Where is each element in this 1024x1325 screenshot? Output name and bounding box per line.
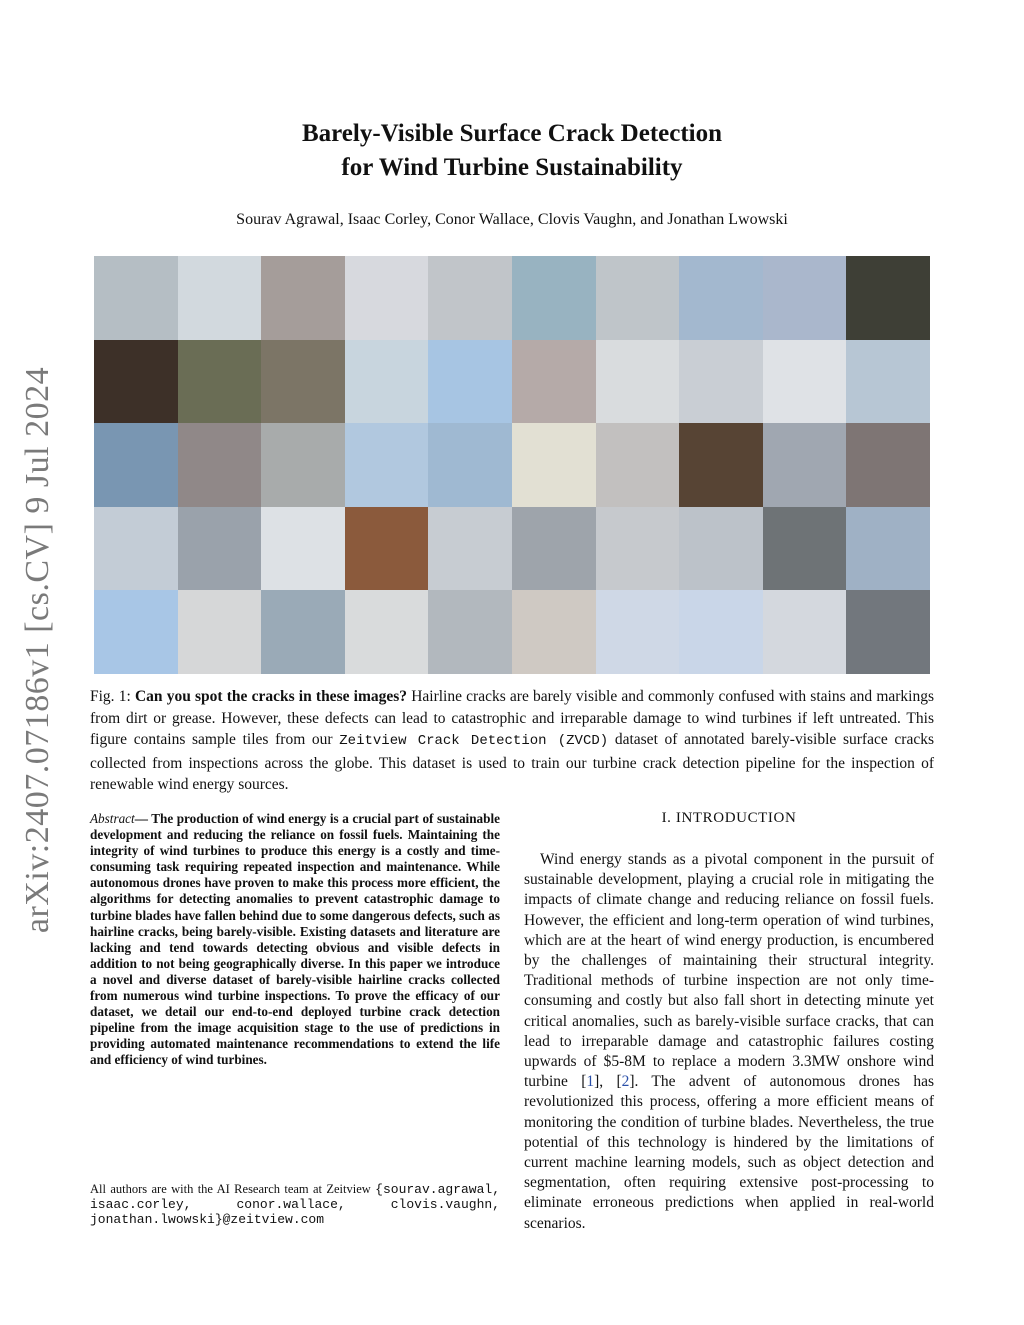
abstract-label: Abstract: [90, 811, 135, 826]
image-tile: [679, 423, 763, 507]
author-emails: {sourav.agrawal, isaac.corley, conor.wallace, clovis.vaughn, jonathan.lwowski}@zeitview.com: [90, 1182, 500, 1227]
image-tile: [846, 507, 930, 591]
image-tile: [94, 340, 178, 424]
image-tile: [94, 507, 178, 591]
arxiv-sidebar-stamp: [10, 366, 66, 934]
image-tile: [763, 423, 847, 507]
image-tile: [596, 507, 680, 591]
image-tile: [261, 590, 345, 674]
image-tile: [94, 590, 178, 674]
dataset-name: Zeitview Crack Detection (ZVCD): [339, 733, 609, 749]
image-tile: [763, 340, 847, 424]
arxiv-identifier: arXiv:2407.07186v1 [cs.CV] 9 Jul 2024: [19, 366, 56, 934]
intro-text-1: Wind energy stands as a pivotal component in the pursuit of sustainable development, playing a crucial role in mitigating the impacts of climate change and reducing reliance on fossil fuels. However, the efficient and long-term operation of wind turbines, which are at the heart of wind energy production, is encumbered by the challenges of maintaining their structural integrity. Traditional methods of turbine inspection are not only time-consuming and costly but also fall short in detecting minute yet critical anomalies, such as barely-visible surface cracks, that can lead to irreparable damage and catastrophic failures costing upwards of $5-8M to replace a modern 3.3MW onshore wind turbine [: [524, 851, 934, 1091]
abstract: [90, 811, 500, 1069]
image-tile: [178, 423, 262, 507]
title-line-1: Barely-Visible Surface Crack Detection: [301, 120, 723, 147]
image-tile: [763, 507, 847, 591]
intro-text-2: ]. The advent of autonomous drones has revolutionized this process, offering a more efficient means of monitoring the condition of turbine blades. Nevertheless, the true potential of this technology is hindered by the limitations of current machine learning models, such as object detection and segmentation, often requiring extensive post-processing to eliminate erroneous predictions when applied in real-world scenarios.: [524, 1073, 934, 1232]
image-tile: [512, 507, 596, 591]
image-tile: [512, 423, 596, 507]
figure-caption: [90, 686, 934, 796]
image-tile: [428, 256, 512, 340]
image-tile: [178, 590, 262, 674]
image-tile: [596, 423, 680, 507]
section-heading-introduction: I. INTRODUCTION: [661, 810, 797, 826]
image-tile: [512, 590, 596, 674]
image-tile: [178, 507, 262, 591]
caption-text-2: dataset of annotated barely-visible surface cracks collected from inspections across the globe. This dataset is used to train our turbine crack detection pipeline for the inspection of renewable wind energy sources.: [90, 731, 934, 793]
image-tile: [345, 423, 429, 507]
image-tile: [428, 590, 512, 674]
caption-label: Fig. 1:: [90, 688, 131, 705]
author-footnote: [90, 1182, 500, 1227]
image-tile: [178, 256, 262, 340]
image-tile: [679, 256, 763, 340]
image-tile: [94, 423, 178, 507]
image-tile: [512, 256, 596, 340]
image-tile: [261, 340, 345, 424]
image-tile: [763, 256, 847, 340]
image-tile: [846, 590, 930, 674]
image-tile: [846, 340, 930, 424]
image-tile: [846, 423, 930, 507]
image-tile: [345, 590, 429, 674]
caption-question: Can you spot the cracks in these images?: [134, 688, 408, 705]
image-tile: [846, 256, 930, 340]
citation-separator: ], [: [594, 1073, 622, 1091]
image-tile: [428, 507, 512, 591]
figure-tile-grid: [94, 256, 930, 674]
image-tile: [261, 507, 345, 591]
caption-text-1: Hairline cracks are barely visible and commonly confused with stains and markings from dirt or grease. However, these defects can lead to catastrophic and irreparable damage to wind turbines if left untreated. This figure contains sample tiles from our: [90, 688, 935, 748]
title-line-2: for Wind Turbine Sustainability: [341, 154, 683, 181]
image-tile: [428, 423, 512, 507]
image-tile: [596, 340, 680, 424]
image-tile: [345, 256, 429, 340]
image-tile: [261, 423, 345, 507]
author-list: Sourav Agrawal, Isaac Corley, Conor Wallace, Clovis Vaughn, and Jonathan Lwowski: [236, 211, 788, 228]
image-tile: [679, 507, 763, 591]
image-tile: [596, 590, 680, 674]
image-tile: [261, 256, 345, 340]
citation-1[interactable]: 1: [586, 1073, 595, 1091]
abstract-text: — The production of wind energy is a crucial part of sustainable development and reducing the reliance on fossil fuels. Maintaining the integrity of wind turbines to produce this energy is a costly and time-consuming task requiring repeated inspection and maintenance. While autonomous drones have proven to make this process more efficient, the algorithms for detecting anomalies to prevent catastrophic damage to turbine blades have fallen behind due to some dangerous defects, such as hairline cracks, being barely-visible. Existing datasets and literature are lacking and tend towards detecting obvious and visible defects in addition to not being geographically diverse. In this paper we introduce a novel and diverse dataset of barely-visible hairline cracks collected from numerous wind turbine inspections. To prove the efficacy of our dataset, we detail our end-to-end deployed turbine crack detection pipeline from the image acquisition stage to the use of predictions in providing automated maintenance recommendations to extend the life and efficiency of wind turbines.: [90, 811, 500, 1068]
image-tile: [428, 340, 512, 424]
image-tile: [679, 590, 763, 674]
paper-title: [0, 117, 1024, 185]
footnote-text: All authors are with the AI Research team at Zeitview: [90, 1182, 376, 1196]
citation-2[interactable]: 2: [621, 1073, 630, 1091]
image-tile: [94, 256, 178, 340]
image-tile: [178, 340, 262, 424]
image-tile: [679, 340, 763, 424]
image-tile: [596, 256, 680, 340]
introduction-paragraph: [524, 850, 934, 1234]
image-tile: [763, 590, 847, 674]
image-tile: [345, 340, 429, 424]
image-tile: [512, 340, 596, 424]
image-tile: [345, 507, 429, 591]
